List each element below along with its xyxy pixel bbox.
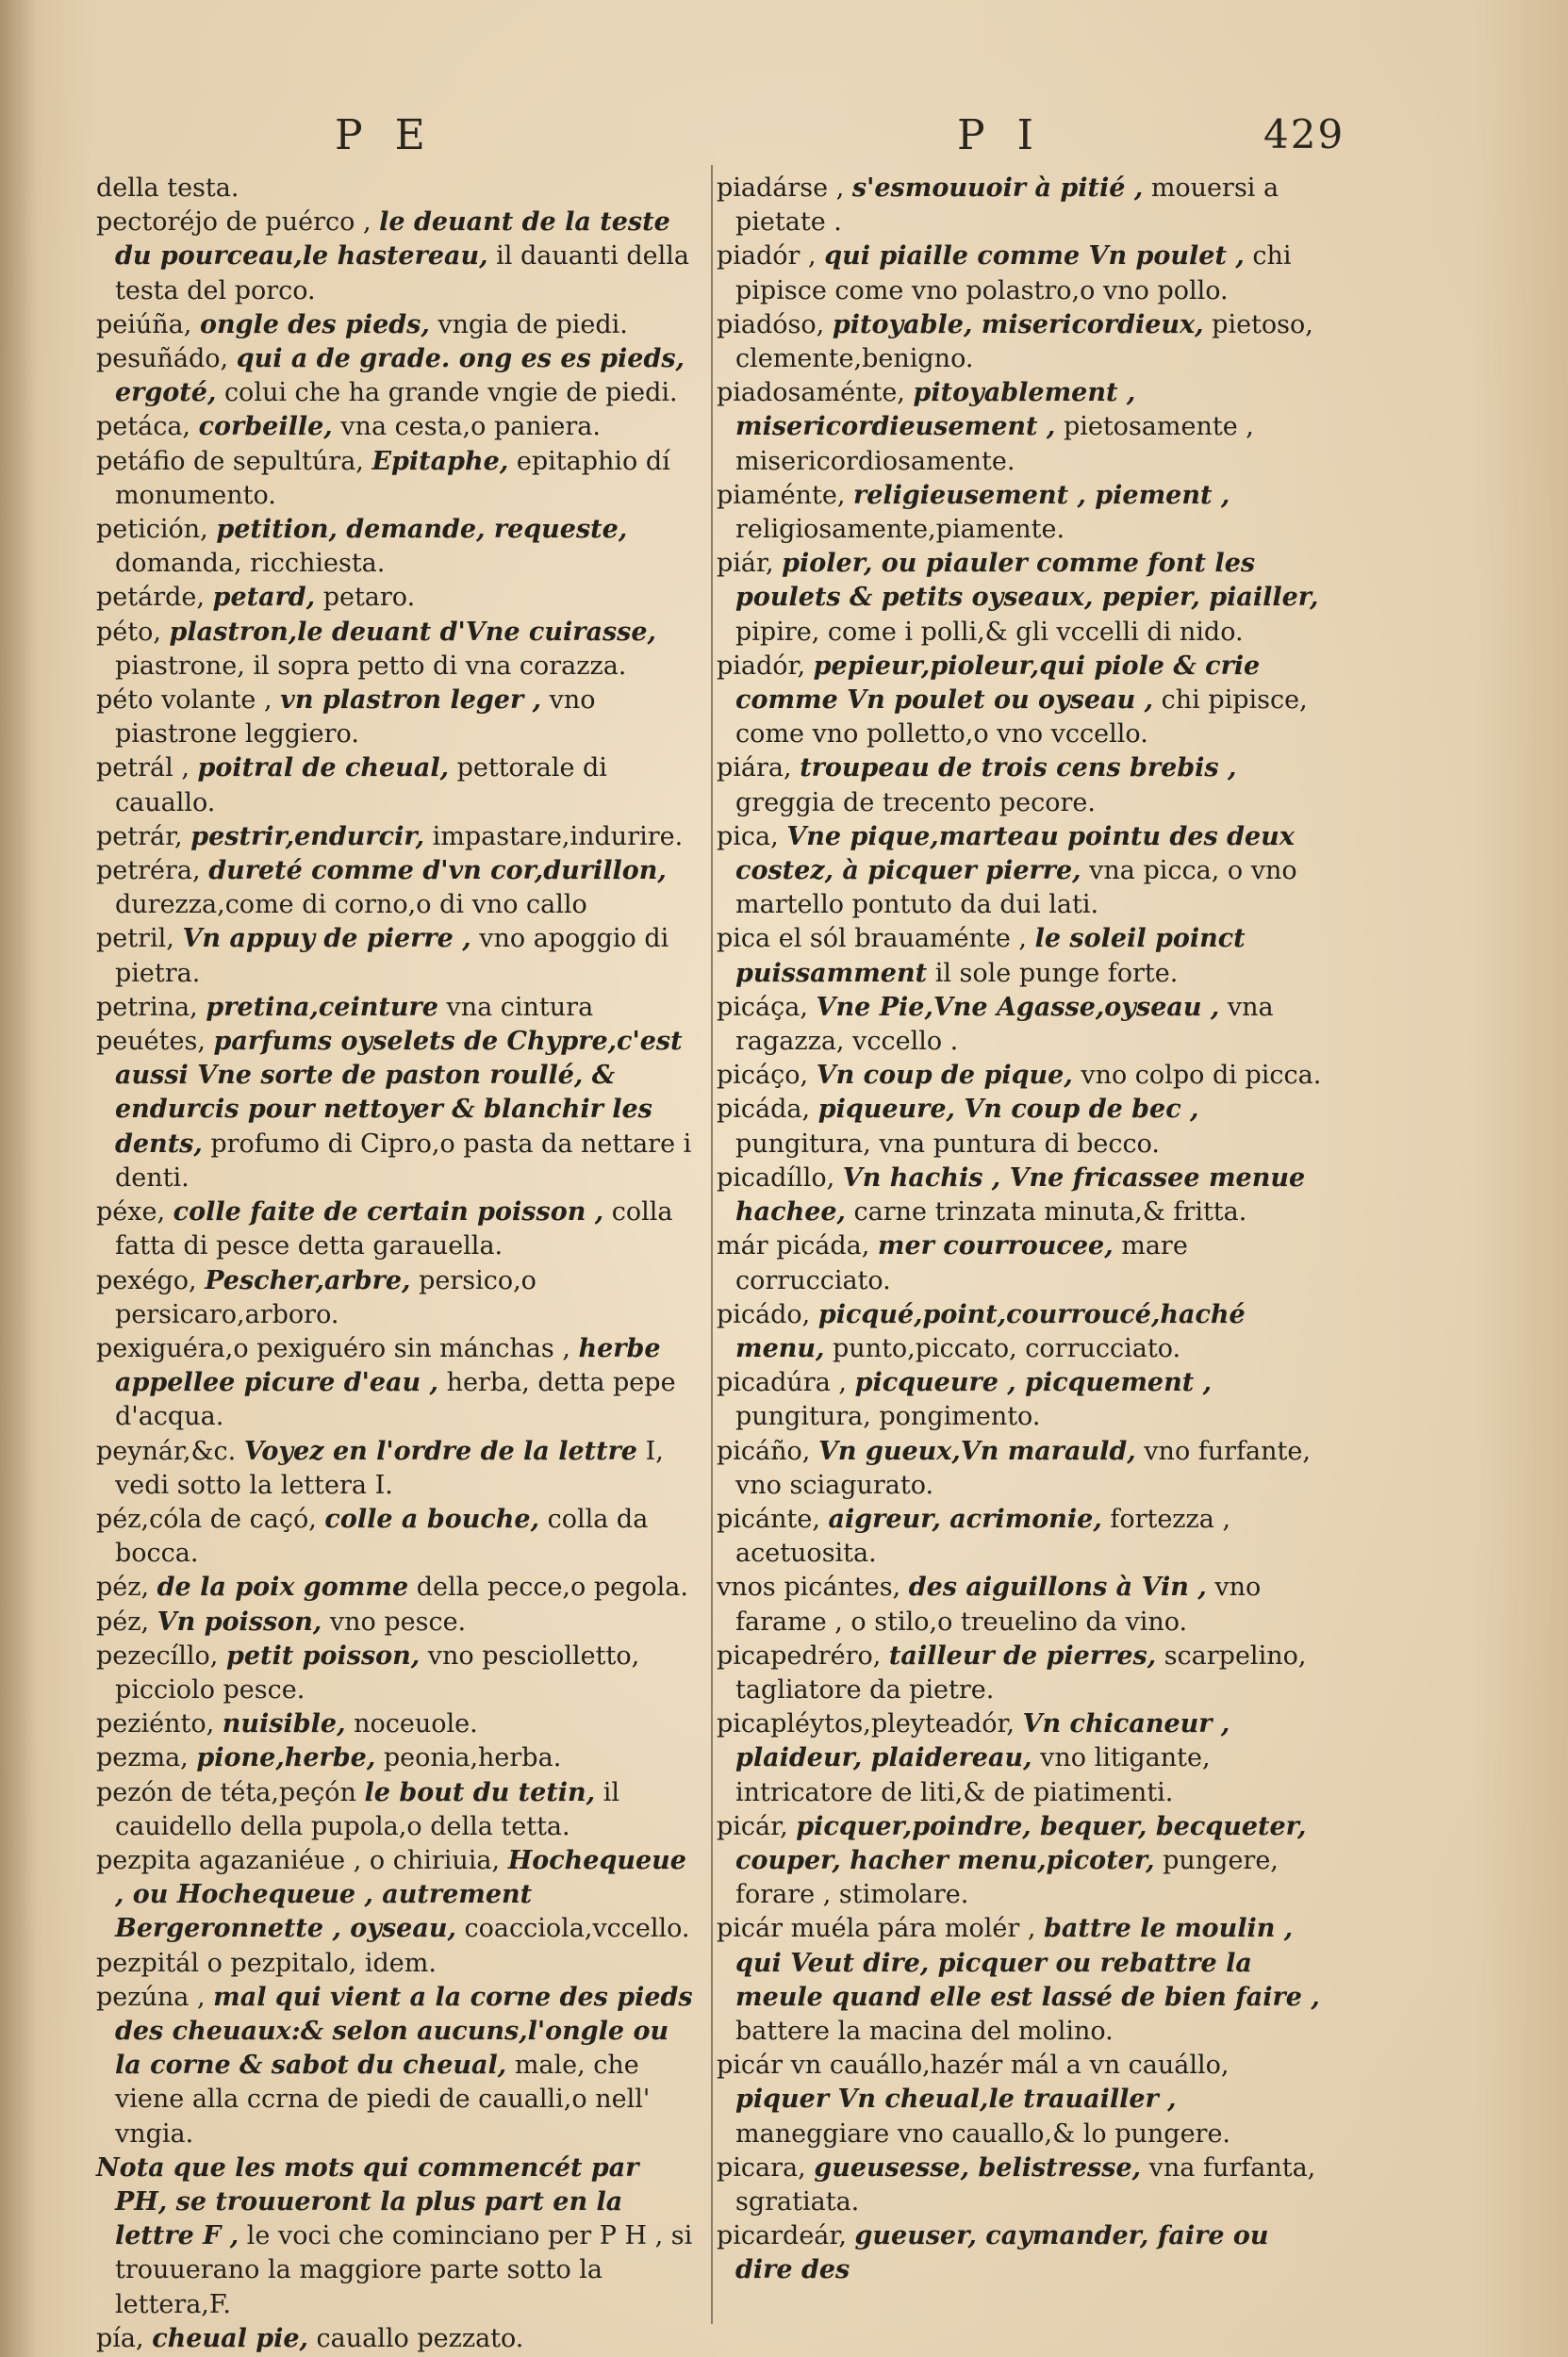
dictionary-entry	[96, 1195, 700, 1263]
italian-gloss: noceuole.	[354, 1709, 478, 1739]
italian-gloss: vno apoggio di pietra.	[115, 924, 669, 988]
headword: pía,	[96, 2323, 144, 2353]
italian-gloss: durezza,come di corno,o di vno callo	[115, 890, 587, 920]
dictionary-entry	[717, 1810, 1329, 1913]
italian-gloss: male, che viene alla ccrna de piedi de caualli,o nell' vngia.	[115, 2051, 651, 2149]
headword: pexégo,	[96, 1265, 197, 1295]
french-gloss: Vne Pie,Vne Agasse,oyseau ,	[816, 992, 1220, 1022]
french-gloss: troupeau de trois cens brebis ,	[800, 753, 1237, 783]
italian-gloss: vno pesciolletto, picciolo pesce.	[115, 1640, 640, 1705]
headword: petición,	[96, 515, 208, 545]
italian-gloss: vno colpo di picca.	[1081, 1061, 1322, 1091]
headword: peiúña,	[96, 309, 192, 339]
italian-gloss: vno piastrone leggiero.	[115, 685, 596, 750]
french-gloss: piquer Vn cheual,le trauailler ,	[735, 2085, 1177, 2115]
dictionary-entry	[717, 1059, 1329, 1093]
french-gloss: Vn chicaneur , plaideur, plaidereau,	[735, 1709, 1230, 1773]
headword: piadárse ,	[717, 173, 845, 203]
italian-gloss: coacciola,vccello.	[464, 1914, 690, 1944]
italian-gloss: il dauanti della testa del porco.	[115, 241, 689, 305]
dictionary-entry	[96, 410, 700, 444]
headword: pezma,	[96, 1743, 189, 1773]
italian-gloss: pietoso, clemente,benigno.	[735, 309, 1313, 374]
italian-gloss: cauallo pezzato.	[316, 2323, 524, 2353]
italian-gloss: profumo di Cipro,o pasta da nettare i denti.	[115, 1129, 692, 1193]
french-gloss: petit poisson,	[225, 1640, 421, 1671]
italian-gloss: punto,piccato, corrucciato.	[833, 1333, 1181, 1363]
dictionary-entry	[717, 1435, 1329, 1503]
headword: picáço,	[717, 1061, 809, 1091]
french-gloss: mal qui vient a la corne des pieds des cheuaux:& selon aucuns,l'ongle ou la corne & sabot du cheual,	[115, 1982, 693, 2081]
italian-gloss: impastare,indurire.	[432, 821, 684, 851]
italian-gloss: vna cesta,o paniera.	[340, 412, 601, 442]
headword: pezúna ,	[96, 1982, 206, 2012]
french-gloss: picquer,poindre, bequer, becqueter, couper, hacher menu,picoter,	[735, 1811, 1307, 1875]
headword: péz,	[96, 1607, 150, 1637]
dictionary-entry	[96, 206, 700, 308]
french-gloss: pione,herbe,	[196, 1743, 376, 1773]
headword: pezpitál o pezpitalo,	[96, 1948, 357, 1978]
dictionary-entry	[717, 1298, 1329, 1366]
french-gloss: piqueure, Vn coup de bec ,	[817, 1095, 1199, 1125]
headword: vnos picántes,	[717, 1573, 901, 1603]
headword: piár,	[717, 549, 774, 579]
headword: piadór ,	[717, 241, 817, 272]
headword: petrál ,	[96, 753, 190, 783]
headword: pica,	[717, 821, 779, 851]
dictionary-entry	[717, 1707, 1329, 1810]
italian-gloss: le voci che cominciano per P H , si trouuerano la maggiore parte sotto la lettera,F.	[115, 2221, 693, 2319]
italian-gloss: vno litigante, intricatore de liti,& de piatimenti.	[735, 1743, 1211, 1807]
headword: pectoréjo de puérco ,	[96, 207, 371, 238]
italian-gloss: pettorale di cauallo.	[115, 753, 607, 817]
dictionary-entry	[96, 581, 700, 615]
dictionary-entry	[717, 820, 1329, 923]
french-gloss: pitoyable, misericordieux,	[832, 309, 1204, 339]
right-column	[717, 172, 1329, 2288]
french-gloss: Pescher,arbre,	[205, 1265, 411, 1295]
page-number: 429	[1263, 111, 1345, 157]
dictionary-entry	[96, 445, 700, 513]
dictionary-entry	[96, 616, 700, 684]
french-gloss: Vn poisson,	[157, 1607, 322, 1637]
italian-gloss: vno farame , o stilo,o treuelino da vino.	[735, 1573, 1262, 1637]
dictionary-entry	[96, 1741, 700, 1775]
dictionary-entry	[717, 479, 1329, 547]
french-gloss: Nota que les mots qui commencét par PH, se trouueront la plus part en la lettre F ,	[96, 2152, 639, 2251]
headword: petrina,	[96, 992, 198, 1022]
headword: picáda,	[717, 1095, 811, 1125]
french-gloss: dureté comme d'vn cor,durillon,	[208, 856, 667, 886]
french-gloss: religieusement , piement ,	[853, 480, 1230, 510]
headword: picardeár,	[717, 2221, 847, 2251]
dictionary-entry	[96, 2322, 700, 2356]
dictionary-entry	[96, 751, 700, 819]
dictionary-entry	[96, 820, 700, 854]
italian-gloss: vna cintura	[446, 992, 594, 1022]
dictionary-entry	[717, 2219, 1329, 2287]
french-gloss: battre le moulin , qui Veut dire, picquer ou rebattre la meule quand elle est lassé de bien faire ,	[735, 1914, 1320, 2012]
dictionary-entry	[717, 308, 1329, 376]
dictionary-entry	[717, 547, 1329, 650]
italian-gloss: colla fatta di pesce detta garauella.	[115, 1197, 673, 1261]
dictionary-entry	[96, 854, 700, 922]
headword: péxe,	[96, 1197, 166, 1228]
italian-gloss: pungere, forare , stimolare.	[735, 1845, 1279, 1910]
italian-gloss: della pecce,o pegola.	[416, 1573, 688, 1603]
italian-gloss: mare corrucciato.	[735, 1231, 1188, 1295]
italian-gloss: colla da bocca.	[115, 1504, 649, 1569]
dictionary-entry	[96, 1707, 700, 1741]
italian-gloss: pipire, come i polli,& gli vccelli di nido.	[735, 617, 1244, 647]
headword: piaménte,	[717, 480, 846, 510]
binding-shadow	[0, 0, 38, 2357]
headword: peynár,&c.	[96, 1436, 237, 1466]
headword: picáça,	[717, 992, 808, 1022]
french-gloss: pepieur,pioleur,qui piole & crie comme Vn poulet ou oyseau ,	[735, 651, 1261, 716]
headword: pezecíllo,	[96, 1640, 219, 1671]
headword: petrár,	[96, 821, 183, 851]
headword: petréra,	[96, 856, 201, 886]
french-gloss: vn plastron leger ,	[280, 685, 541, 716]
dictionary-entry	[96, 1025, 700, 1195]
headword: péto volante ,	[96, 685, 272, 716]
italian-gloss: vna furfanta, sgratiata.	[735, 2152, 1316, 2217]
french-gloss: pestrir,endurcir,	[190, 821, 425, 851]
french-gloss: s'esmouuoir à pitié ,	[851, 173, 1144, 203]
headword: pexiguéra,o pexiguéro sin mánchas ,	[96, 1333, 570, 1363]
dictionary-entry	[96, 1264, 700, 1332]
french-gloss: plastron,le deuant d'Vne cuirasse,	[169, 617, 656, 647]
dictionary-entry	[96, 342, 700, 410]
headword: piadór,	[717, 651, 806, 681]
italian-gloss: vna picca, o vno martello pontuto da dui lati.	[735, 856, 1297, 920]
italian-gloss: pungitura, pongimento.	[735, 1402, 1041, 1432]
dictionary-entry	[96, 991, 700, 1025]
italian-gloss: vno pesce.	[329, 1607, 467, 1637]
dictionary-entry	[96, 308, 700, 342]
french-gloss: Epitaphe,	[371, 446, 509, 476]
dictionary-entry	[96, 172, 700, 206]
dictionary-entry	[96, 1844, 700, 1947]
french-gloss: corbeille,	[198, 412, 333, 442]
french-gloss: Vn appuy de pierre ,	[182, 924, 471, 954]
italian-gloss: scarpelino, tagliatore da pietre.	[735, 1640, 1307, 1705]
headword: picapléytos,pleyteadór,	[717, 1709, 1015, 1739]
italian-gloss: religiosamente,piamente.	[735, 515, 1065, 545]
italian-gloss: pietosamente , misericordiosamente.	[735, 412, 1254, 476]
french-gloss: qui piaille comme Vn poulet ,	[824, 241, 1245, 272]
headword: picánte,	[717, 1504, 820, 1534]
french-gloss: gueuser, caymander, faire ou dire des	[735, 2221, 1269, 2285]
headword: picara,	[717, 2152, 806, 2183]
italian-gloss: chi pipisce, come vno polletto,o vno vccello.	[735, 685, 1308, 750]
headword: piadóso,	[717, 309, 825, 339]
french-gloss: pitoyablement , misericordieusement ,	[735, 378, 1136, 442]
dictionary-entry	[717, 1093, 1329, 1161]
french-gloss: le soleil poinct puissamment	[735, 924, 1246, 988]
headword: péz,	[96, 1573, 150, 1603]
headword: pica el sól brauaménte ,	[717, 924, 1027, 954]
dictionary-entry	[717, 1640, 1329, 1707]
french-gloss: petition, demande, requeste,	[216, 515, 628, 545]
running-head-right: P I	[957, 111, 1043, 159]
headword: picár,	[717, 1811, 788, 1841]
dictionary-entry	[717, 376, 1329, 479]
italian-gloss: piastrone, il sopra petto di vna corazza.	[115, 651, 627, 681]
french-gloss: colle a bouche,	[324, 1504, 539, 1534]
running-head-left: P E	[335, 111, 435, 159]
headword: picapedréro,	[717, 1640, 882, 1671]
dictionary-entry	[717, 2151, 1329, 2219]
italian-gloss: petaro.	[322, 583, 416, 613]
italian-gloss: il sole punge forte.	[934, 958, 1179, 988]
dictionary-entry	[96, 1776, 700, 1844]
french-gloss: Voyez en l'ordre de la lettre	[243, 1436, 637, 1466]
french-gloss: le bout du tetin,	[364, 1777, 596, 1807]
dictionary-entry	[96, 684, 700, 751]
headword: peuétes,	[96, 1027, 206, 1057]
column-divider	[711, 165, 713, 2324]
headword: picádo,	[717, 1299, 811, 1329]
headword: petáfio de sepultúra,	[96, 446, 364, 476]
french-gloss: tailleur de pierres,	[888, 1640, 1157, 1671]
dictionary-entry	[96, 1435, 700, 1503]
italian-gloss: vngia de piedi.	[437, 309, 628, 339]
italian-gloss: carne trinzata minuta,& fritta.	[853, 1197, 1247, 1228]
french-gloss: pioler, ou piauler comme font les poulets & petits oyseaux, pepier, piailler,	[735, 549, 1319, 613]
dictionary-entry	[96, 2151, 700, 2322]
french-gloss: le deuant de la teste du pourceau,le hastereau,	[115, 207, 670, 272]
french-gloss: colle faite de certain poisson ,	[173, 1197, 604, 1228]
headword: peziénto,	[96, 1709, 215, 1739]
dictionary-entry	[717, 239, 1329, 307]
french-gloss: Vn coup de pique,	[816, 1061, 1073, 1091]
headword: picár muéla pára molér ,	[717, 1914, 1036, 1944]
headword: piára,	[717, 753, 792, 783]
headword: picadúra ,	[717, 1368, 847, 1398]
dictionary-entry	[717, 2049, 1329, 2151]
italian-gloss: epitaphio dí monumento.	[115, 446, 670, 510]
french-gloss: pretina,ceinture	[206, 992, 438, 1022]
dictionary-entry	[96, 1947, 700, 1981]
italian-gloss: peonia,herba.	[383, 1743, 562, 1773]
dictionary-entry	[96, 1571, 700, 1605]
headword: péz,cóla de caçó,	[96, 1504, 317, 1534]
dictionary-entry	[717, 172, 1329, 239]
french-gloss: poitral de cheual,	[197, 753, 449, 783]
headword: piadosaménte,	[717, 378, 905, 408]
headword: már picáda,	[717, 1231, 870, 1261]
french-gloss: ongle des pieds,	[199, 309, 430, 339]
italian-gloss: greggia de trecento pecore.	[735, 787, 1096, 817]
headword: picár vn cauállo,hazér mál a vn cauállo,	[717, 2051, 1230, 2081]
italian-gloss: maneggiare vno cauallo,& lo pungere.	[735, 2118, 1231, 2149]
french-gloss: herbe appellee picure d'eau ,	[115, 1333, 661, 1398]
french-gloss: Vne pique,marteau pointu des deux costez, à picquer pierre,	[735, 821, 1295, 886]
french-gloss: picqueure , picquement ,	[854, 1368, 1212, 1398]
italian-gloss: colui che ha grande vngie de piedi.	[223, 378, 678, 408]
headword: péto,	[96, 617, 161, 647]
dictionary-entry	[96, 1981, 700, 2151]
left-column	[96, 172, 700, 2356]
italian-gloss: domanda, ricchiesta.	[115, 549, 386, 579]
italian-gloss: pungitura, vna puntura di becco.	[735, 1129, 1160, 1159]
dictionary-entry	[717, 1503, 1329, 1571]
italian-gloss: fortezza , acetuosita.	[735, 1504, 1231, 1569]
french-gloss: petard,	[212, 583, 316, 613]
french-gloss: cheual pie,	[152, 2323, 308, 2353]
italian-gloss: della testa.	[96, 173, 239, 203]
french-gloss: parfums oyselets de Chypre,c'est aussi Vne sorte de paston roullé, & endurcis pour nettoyer & blanchir les dents,	[115, 1027, 683, 1159]
french-gloss: de la poix gomme	[157, 1573, 409, 1603]
french-gloss: aigreur, acrimonie,	[828, 1504, 1102, 1534]
french-gloss: nuisible,	[222, 1709, 346, 1739]
headword: petáca,	[96, 412, 191, 442]
italian-gloss: persico,o persicaro,arboro.	[115, 1265, 536, 1329]
french-gloss: gueusesse, belistresse,	[814, 2152, 1142, 2183]
dictionary-entry	[96, 922, 700, 990]
french-gloss: picqué,point,courroucé,haché menu,	[735, 1299, 1246, 1363]
headword: picadíllo,	[717, 1162, 835, 1193]
french-gloss: des aiguillons à Vin ,	[908, 1573, 1207, 1603]
headword: pezón de téta,peçón	[96, 1777, 356, 1807]
dictionary-entry	[717, 1571, 1329, 1639]
french-gloss: qui a de grade. ong es es pieds, ergoté,	[115, 344, 685, 408]
italian-gloss: vna ragazza, vccello .	[735, 992, 1274, 1057]
french-gloss: Vn hachis , Vne fricassee menue hachee,	[735, 1162, 1306, 1228]
dictionary-entry	[717, 751, 1329, 819]
italian-gloss: battere la macina del molino.	[735, 2016, 1114, 2046]
dictionary-entry	[96, 1640, 700, 1707]
italian-gloss: il cauidello della pupola,o della tetta.	[115, 1777, 619, 1841]
french-gloss: Vn gueux,Vn marauld,	[817, 1436, 1136, 1466]
dictionary-entry	[717, 1162, 1329, 1229]
italian-gloss: idem.	[364, 1948, 437, 1978]
dictionary-entry	[717, 922, 1329, 990]
dictionary-entry	[717, 991, 1329, 1059]
headword: pezpita agazaniéue , o chiriuia,	[96, 1845, 501, 1875]
dictionary-entry	[717, 1229, 1329, 1297]
french-gloss: mer courroucee,	[877, 1231, 1114, 1261]
italian-gloss: mouersi a pietate .	[735, 173, 1279, 238]
dictionary-entry	[717, 650, 1329, 752]
headword: petril,	[96, 924, 174, 954]
dictionary-entry	[96, 1606, 700, 1640]
headword: petárde,	[96, 583, 205, 613]
dictionary-entry	[96, 1332, 700, 1435]
dictionary-entry	[96, 1503, 700, 1571]
dictionary-entry	[717, 1912, 1329, 2049]
headword: pesuñádo,	[96, 344, 229, 374]
headword: picáño,	[717, 1436, 811, 1466]
italian-gloss: I, vedi sotto la lettera I.	[115, 1436, 664, 1500]
italian-gloss: chi pipisce come vno polastro,o vno pollo.	[735, 241, 1292, 305]
italian-gloss: vno furfante, vno sciagurato.	[735, 1436, 1311, 1500]
dictionary-entry	[717, 1366, 1329, 1434]
dictionary-entry	[96, 513, 700, 581]
italian-gloss: herba, detta pepe d'acqua.	[115, 1368, 676, 1432]
french-gloss: Hochequeue , ou Hochequeue , autrement Bergeronnette , oyseau,	[115, 1845, 686, 1944]
